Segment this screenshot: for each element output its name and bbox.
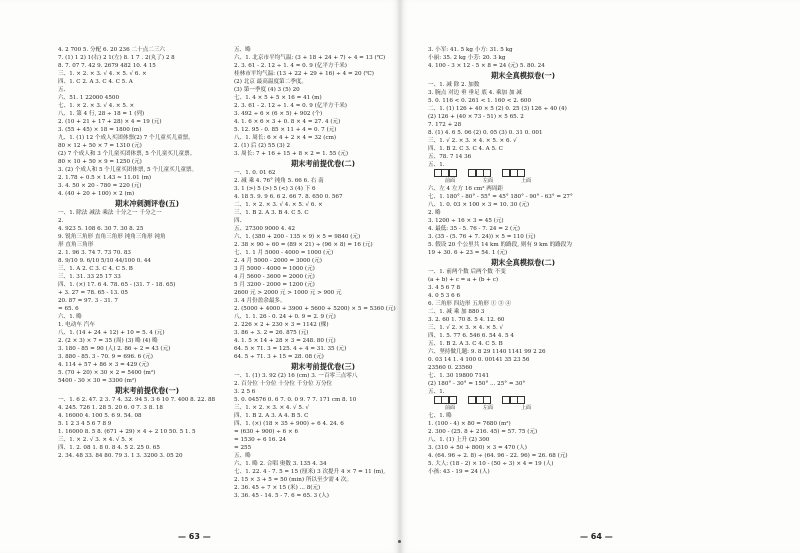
answer-line: 2. 4 月 5000 - 2000 = 3000 (元) <box>234 258 322 264</box>
answer-line: 小丽: 35. 2 kg 小芳: 20. 3 kg <box>428 55 506 61</box>
answer-line: 3 月 5000 - 4000 = 1000 (元) <box>234 266 315 272</box>
answer-line: 80 × 12 + 50 × 7 = 1310 (元) <box>58 143 142 149</box>
answer-line: 19 + 30. 6 + 23 = 54. 1 (元) <box>428 250 508 256</box>
answer-line: 2. 34. 48 33. 84 80. 79 3. 1 3. 3200 3. 05 20 <box>58 453 183 459</box>
answer-line: 2. 百分位 十分位 十分位 千分位 万分位 <box>234 381 333 387</box>
answer-line: 2. 1. 96 3. 74 7. 73 70. 83 <box>58 250 131 256</box>
answer-line: 5 月 3200 - 2000 = 1200 (元) <box>234 282 315 288</box>
answer-line: 8. 7. 07 7. 42 9. 2679 482 10. 4 15 <box>58 63 156 69</box>
view-label: 前面 <box>444 178 455 184</box>
answer-line: 三、1. × 2. × 3. × 4. √ 5. √ <box>234 405 310 411</box>
page-number-left: — 63 — <box>178 532 211 541</box>
answer-line: 八、1. (14 + 24 + 12) + 10 = 5. 4 (元) <box>58 330 165 336</box>
answer-line: 4. (64. 96 ÷ 2. 8) ÷ (64. 96 - 22. 96) = 26. 68 (元) <box>428 453 568 459</box>
answer-line: 四、1. B 2. A 3. A 4. B 5. C <box>234 413 309 419</box>
answer-line: 3. 180 - 85 = 90 (人) 2. 86 ÷ 2 = 43 (元) <box>58 346 171 352</box>
answer-line: 三、1. A 2. C 3. C 4. C 5. B <box>58 266 133 272</box>
answer-line: 五、略 <box>234 47 251 53</box>
answer-line: 一、1. (1) 3. 92 (2) 16 (cm) 3. 一百零三点零八 <box>234 373 358 379</box>
answer-line: = 255 <box>234 445 252 451</box>
page-number-right: — 64 — <box>580 532 613 541</box>
answer-line: 七、1. 180° - 80° - 55° = 45° 180° - 90° - 63° = 27° <box>428 194 573 200</box>
answer-line: 5. 1 2 3 4 5 6 7 8 9 <box>58 421 112 427</box>
answer-line: 3. 4 5 6 7 8 <box>428 285 461 291</box>
answer-line: 三、1. √ 2. × 3. × 4. × 5. √ <box>428 325 504 331</box>
answer-line: 3. 880 - 85. 3 - 70. 9 = 696. 6 (元) <box>58 354 153 360</box>
answer-line: 五、1. <box>428 162 445 168</box>
answer-line: 六、1. 略 2. 合唱 奥数 3. 135 4. 34 <box>234 461 327 467</box>
answer-line: 3. 2 5 6 <box>234 389 256 395</box>
answer-line: 2. 38 × 90 ÷ 60 = (89 × 21) ÷ (96 × 8) = 16 (元) <box>234 242 373 248</box>
view-label: 上面 <box>520 405 531 411</box>
section-heading <box>58 385 236 396</box>
section-heading <box>234 158 412 169</box>
answer-line: 二、1. × 2. × 3. √ 4. × 5. √ 6. × <box>234 202 323 208</box>
section-heading <box>428 70 618 81</box>
answer-column-3 <box>428 46 618 476</box>
answer-line: 七、1. 略 <box>428 413 452 419</box>
answer-line: 5. 0. 04576 0. 6 7. 0. 0 9. 7 7. 171 cm 8. 10 <box>234 397 357 403</box>
answer-line: 三、1. × 2. × 3. √ 4. × 5. √ 6. × <box>58 71 147 77</box>
answer-line: 4. 100 - 3 × 12 - 5 × 8 = 24 (元) 5. 80. 24 <box>428 63 545 69</box>
answer-line: 八、1. 0. 03 × 100 × 3 = 10. 30 (元) <box>428 202 530 208</box>
answer-line: 3. 小军: 41. 5 kg 小方: 31. 5 kg <box>428 47 513 53</box>
answer-line: 8. 9/10 9. 6/10 5/10 44/100 0. 44 <box>58 258 151 264</box>
answer-line: 4. 1. 6 × 6 × 3 + 0. 8 × 4 = 27. 4 (元) <box>234 119 341 125</box>
answer-line: (3) 第一季度 (4) 3 (5) 20 <box>234 87 300 93</box>
answer-line: 3. (2) 个成人和 5 个儿童买团体票, 5 个儿童买儿童票。 <box>58 167 198 173</box>
answer-line: 三、1. √ 2. × 3. × 4. × 5. × 6. √ <box>428 138 517 144</box>
answer-line: 七、1. × 2. × 3. √ 4. × 5. × <box>58 103 135 109</box>
view-label: 前面 <box>444 405 455 411</box>
answer-line: 八、1. (1) 上升 (2) 300 <box>428 437 490 443</box>
answer-line: 3. 4 月份盈余最多。 <box>234 298 286 304</box>
answer-line: 2. 36. 45 ÷ 7 × 15 (米) ... 8(元) <box>234 485 321 491</box>
view-labels <box>428 177 618 185</box>
answer-line: + 3. 27 = 78. 65 - 13. 05 <box>58 290 128 296</box>
answer-line: 7. 172 + 28 <box>428 122 462 128</box>
answer-line: 3. 腕点 对边 垂 垂足 底 4. 乘加 加 减 <box>428 90 522 96</box>
answer-line: 三、1. × 2. √ 3. × 4. √ 5. × <box>58 437 134 443</box>
answer-line: 八、1. 周长: 6 × 4 + 2 × 4 = 32 (cm) <box>234 135 337 141</box>
answer-line: 六、1. (380 + 200 - 135 × 9) × 5 = 9840 (元) <box>234 234 361 240</box>
answer-line: 六、51. 1 22000 4500 <box>58 95 120 101</box>
answer-line: 4. 923 5. 108 6. 30 7. 30 8. 25 <box>58 226 144 232</box>
answer-line: 5. 12. 95 - 0. 85 × 11 + 4 = 0. 7 (元) <box>234 127 337 133</box>
answer-line: 4. 16000 4. 100 5. 6 9. 54. 08 <box>58 413 142 419</box>
answer-line: = (630 + 900) ÷ 6 × 6 <box>234 429 299 435</box>
answer-line: 2. (1) 后 (2) 55 (3) 2 <box>234 143 291 149</box>
answer-column-1 <box>58 46 236 460</box>
section-heading-text: 期末冲刺测评卷(五) <box>114 199 180 208</box>
answer-line: 7. (1) 1 2) 1(右) 2 1(左) 8. 1 7 . 2(丸了) 2 8 <box>58 55 175 61</box>
answer-line: 3. (35 - (5. 76 + 7. 24)) × 5 = 110 (元) <box>428 234 536 240</box>
answer-line: 四、 <box>234 218 246 224</box>
answer-line: 23560 0. 23560 <box>428 365 473 371</box>
answer-line: 五、 <box>58 87 70 93</box>
answer-line: 4. (40 + 20 + 100) × 2 (m) <box>58 191 135 197</box>
answer-line: 80 × 10 + 50 × 9 = 1250 (元) <box>58 159 142 165</box>
answer-line: 六、左 4 左方 16 cm² 两周距 <box>428 186 503 192</box>
answer-line: 一、1. 减 除 2. 加数 <box>428 82 480 88</box>
answer-line: 0. 03 14 1. 4 100 0. 00141 35 23 56 <box>428 357 530 363</box>
answer-column-2 <box>234 46 412 500</box>
answer-line: 六、1. 北京市平均气温: (3 + 18 + 24 + 7) ÷ 4 = 13 (℃) <box>234 55 386 61</box>
view-label: 左面 <box>482 178 493 184</box>
section-heading-text: 期末全真模拟卷(二) <box>490 258 556 267</box>
answer-line: 七、1. 4 × 5 + 5 × 16 = 41 (m) <box>234 95 322 101</box>
center-dot <box>398 540 401 543</box>
answer-line: 2. 1.78 ÷ 0.5 × 1.43 ≈ 11.01 (m) <box>58 175 152 181</box>
answer-line: 一、1. 除法 减法 乘法 十分之一 千分之一 <box>58 210 162 216</box>
answer-line: 2. 15 × 3 + 5 = 50 (min) 所以至少需 4 次。 <box>234 477 353 483</box>
answer-line: 五、1. B 2. A 3. C 4. C 5. B <box>428 341 503 347</box>
answer-line: 64. 5 ÷ 71. 3 + 15 = 28. 08 (元) <box>234 354 324 360</box>
answer-line: 64. 5 × 71. 3 = 125. 4 ÷ 4 = 31. 35 (元) <box>234 346 347 352</box>
answer-line: 七、1. 1 月 5000 - 4000 = 1000 (元) <box>234 250 334 256</box>
answer-line: 四、1. 2. 08 1. 8 0. 8 4. 5 2. 25 0. 65 <box>58 445 160 451</box>
answer-line: 六、坚持做几题: 9. 8 29 1140 1141 99 2 26 <box>428 349 546 355</box>
answer-line: 4. 245. 726 1. 28 5. 20 6. 0 7. 3 8. 18 <box>58 405 163 411</box>
answer-line: 四、1. C 2. A 3. C 4. C 5. A <box>58 79 133 85</box>
answer-line: 3. 492 ÷ 6 × (6 × 5) + 902 (个) <box>234 111 323 117</box>
answer-line: = 65. 6 <box>58 306 79 312</box>
answer-line: 3. (55 + 45) × 18 = 1800 (m) <box>58 127 142 133</box>
answer-line: 三、1. B 2. A 3. B 4. C 5. C <box>234 210 309 216</box>
answer-line: 1. (100 - 4) × 80 = 7680 (m²) <box>428 421 511 427</box>
answer-line: 2. (10 + 21 + 17 + 28) × 4 = 19 (元) <box>58 119 162 125</box>
section-heading-text: 期末考前提优卷(三) <box>290 362 356 371</box>
answer-line: 五、78. 7 14 36 <box>428 154 472 160</box>
answer-line: 二、1. 减 乘 加 880 3 <box>428 309 485 315</box>
view-label: 上面 <box>520 178 531 184</box>
section-heading-text: 期末全真模拟卷(一) <box>490 71 556 80</box>
answer-line: 1. 电动车 汽车 <box>58 322 95 328</box>
answer-line: 4. 1. 5 × 14 + 28 × 3 = 248. 80 (元) <box>234 338 336 344</box>
answer-line: 3. (310 + 50 + 800) × 3 = 470 (人) <box>428 445 527 451</box>
answer-line: 七、1. 30 19800 7141 <box>428 373 490 379</box>
answer-line: 2. 略 <box>428 210 441 216</box>
answer-line: 1. 16000 8. 5 8. (671 + 29) × 4 ÷ 2 10 50. 5 1. 5 <box>58 429 196 435</box>
answer-line: 四、1. (×) 17. 6 4. 78. 65 - (31. 7 - 18. 65) <box>58 282 176 288</box>
answer-line: 2. (5000 + 4000 + 3900 + 5600 + 5200) × 5 = 5360 (元) <box>234 306 396 312</box>
answer-line: (2) 180° - 30° = 150° ... 25° = 30° <box>428 381 526 387</box>
view-label: 左面 <box>482 405 493 411</box>
answer-line: 3. 1200 ÷ 16 × 3 = 45 (元) <box>428 218 504 224</box>
answer-line: 二、1. (1) 126 + 40 × 5 (2) 0. 25 (3) 126 ÷ 40 (4) <box>428 106 567 112</box>
answer-line: 一、1. 前两个数 后两个数 不变 <box>428 269 506 275</box>
answer-line: 3. 86 ÷ 3. 2 = 26. 875 (元) <box>234 330 309 336</box>
answer-line: 3. 36. 45 - 14. 5 - 7. 6 = 65. 3 (人) <box>234 493 329 499</box>
answer-line: 9. 锐角三角形 直角三角形 钝角三角形 钝角 <box>58 234 166 240</box>
answer-line: 5. 假设 20 个公里共 14 km 的路段, 则有 9 km 的路段为 <box>428 242 572 248</box>
answer-line: 5. (70 + 20) × 30 × 2 = 5400 (m²) <box>58 370 156 376</box>
answer-line: 九、1. (1) 12 个成人买团体票(2) 7 个儿童买儿童票。 <box>58 135 194 141</box>
answer-line: 四、1. B 2. C 3. C 4. A 5. C <box>428 146 503 152</box>
answer-line: = 1530 ÷ 6 16. 24 <box>234 437 287 443</box>
answer-line: 2. 3. 61 - 2. 12 ÷ 1. 4 = 0. 9 (亿平方千米) <box>234 103 347 109</box>
answer-line: 五、略 <box>234 453 251 459</box>
section-heading <box>428 257 618 268</box>
answer-line: 3. 1 (>) 5 (>) 5 (<) 3 (4) 下 6 <box>234 186 316 192</box>
answer-line: (a + b) + c = a + (b + c) <box>428 277 499 283</box>
answer-line: 形 直角三角形 <box>58 242 94 248</box>
view-labels <box>428 404 618 412</box>
answer-line: 2. 226 × 2 + 230 × 3 = 1142 (棵) <box>234 322 329 328</box>
answer-line: 6. 三角形 四边形 五角形 ① ③ ④ <box>428 301 512 307</box>
answer-line: 4 月 5600 - 3600 = 2000 (元) <box>234 274 315 280</box>
answer-line: 4. 18 5. 9. 9 6. 6 2. 66 7. 8. 650 0. 567 <box>234 194 343 200</box>
answer-line: 三、1. 31. 33 25 17 33 <box>58 274 121 280</box>
answer-line: 七、1. 22. 4 - 7. 5 = 15 (厘米) 3 次提升 4 × 7 = 11 (m), <box>234 469 385 475</box>
answer-line: 四、1. (×) (18 × 35 + 900) ÷ 6 4. 24. 6 <box>234 421 344 427</box>
answer-line: 4. 2 700 5. 分配 6. 20 236 二十点二三六 <box>58 47 166 53</box>
answer-line: 8. (1) 4. 6 5. 06 (2) 0. 05 (3) 0. 31 0. 001 <box>428 130 543 136</box>
answer-line: 3. 2. 60 1. 70 8. 5 4. 12. 60 <box>428 317 505 323</box>
answer-line: 5. 大人: (18 - 2) × 10 - (50 ÷ 3) × 4 = 19 (人) <box>428 461 554 467</box>
answer-line: (2) 126 + (40 × 73 - 51) × 5 65. 2 <box>428 114 524 120</box>
answer-line: 5400 - 30 × 30 = 3300 (m²) <box>58 378 137 384</box>
section-heading <box>234 361 412 372</box>
section-heading-text: 期末考前提优卷(二) <box>290 159 356 168</box>
answer-line: 八、1. 1. 26 - 0. 24 + 0. 9 = 2. 9 (元) <box>234 314 336 320</box>
answer-line: 八、1. 第 4 行, 28 ÷ 18 = 1 (列) <box>58 111 145 117</box>
answer-line: 六、1. 略 <box>58 314 82 320</box>
answer-line: 2600 元 > 2000 元 > 1000 元 > 900 元 <box>234 290 342 296</box>
answer-line: 4. 114 + 57 + 86 × 3 = 429 (元) <box>58 362 149 368</box>
answer-line: 桂林市平均气温: (13 + 22 + 29 + 16) ÷ 4 = 20 (℃) <box>234 71 374 77</box>
section-heading <box>58 198 236 209</box>
answer-line: 2. 减 乘 4. 76° 钝角 5. 66 6. 右 南 <box>234 178 324 184</box>
answer-line: 2. 300 - (25. 8 + 216. 45) = 57. 75 (元) <box>428 429 538 435</box>
answer-line: 4. 0 5 3 6 6 <box>428 293 461 299</box>
three-view-figure <box>428 396 618 404</box>
answer-line: 4. 最低: 35 - 5. 76 - 7. 24 = 2 (元) <box>428 226 520 232</box>
section-heading-text: 期末考前提优卷(一) <box>114 386 180 395</box>
answer-line: 2. (2 × 3) × 7 = 35 (周) (3) 略 (4) 略 <box>58 338 158 344</box>
answer-line: 五、27300 9000 4. 42 <box>234 226 296 232</box>
answer-line: 3. 4. 50 × 20 - 780 = 220 (元) <box>58 183 142 189</box>
answer-line: 20. 87 = 97. 3 - 31. 7 <box>58 298 118 304</box>
answer-line: (2) 北京 最高温度第二季度。 <box>234 79 308 85</box>
answer-line: 小孩: 43 - 19 = 24 (人) <box>428 469 490 475</box>
answer-line: 5. 0. 116 < 0. 261 < 1. 160 < 2. 600 <box>428 98 532 104</box>
answer-line: 3. 周长: 7 + 16 + 15 + 8 × 2 = 1. 55 (元) <box>234 151 349 157</box>
answer-line: 四、1. 5. 77 6. 546 6. 54 4. 5 4 <box>428 333 514 339</box>
answer-line: 一、1. 0. 01 62 <box>234 170 276 176</box>
answer-line: (2) 7 个成人和 3 个儿童买团体票, 5 个儿童买儿童票。 <box>58 151 196 157</box>
three-view-figure <box>428 169 618 177</box>
answer-line: 一、1. 6 2. 47. 2 3. 7 4. 32. 94 5. 3 6 10 7. 400 8. 22. 88 <box>58 397 216 403</box>
answer-line: 2. 3. 61 - 2. 12 ÷ 1. 4 = 0. 9 (亿平方千米) <box>234 63 347 69</box>
answer-line: 五、1. <box>428 389 445 395</box>
answer-line: 2. <box>58 218 64 224</box>
